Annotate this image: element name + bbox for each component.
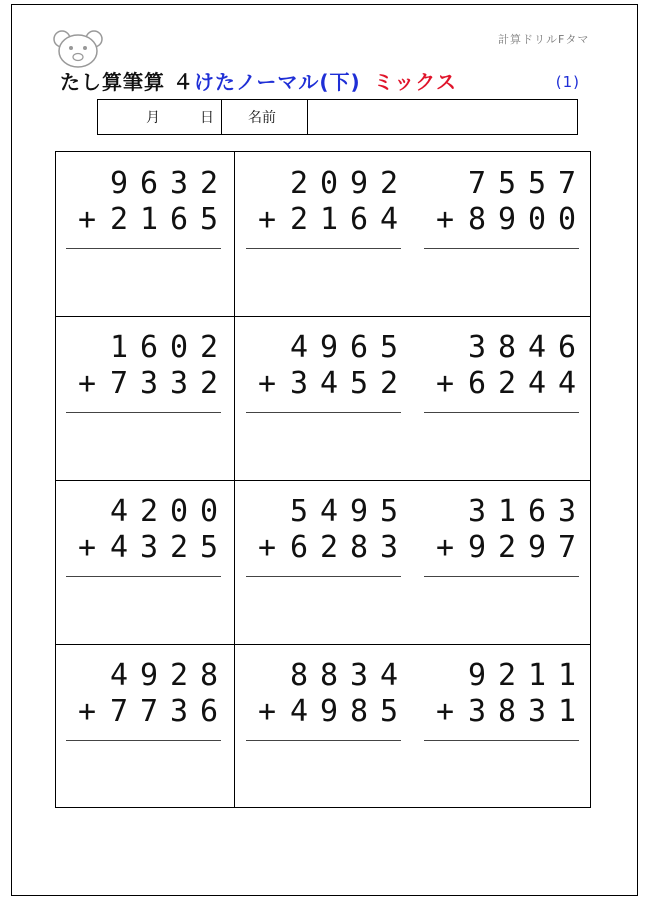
addend-top [246,166,401,202]
digit: 2 [169,530,189,565]
plus-sign: + [435,694,455,729]
digit: 6 [169,202,189,237]
digit: 1 [139,202,159,237]
digit: 2 [379,366,399,401]
digit: 4 [109,530,129,565]
plus-sign: + [257,366,277,401]
digit: 7 [557,530,577,565]
problem-1 [66,166,221,266]
answer-line [246,412,401,413]
digit: 3 [467,494,487,529]
addend-top [424,166,579,202]
answer-line [424,576,579,577]
digit: 3 [557,494,577,529]
problem-10 [66,658,221,758]
digit: 5 [379,330,399,365]
problem-5 [246,330,401,430]
digit: 4 [319,366,339,401]
digit: 4 [289,330,309,365]
digit: 0 [557,202,577,237]
digit: 9 [349,166,369,201]
name-field[interactable] [309,100,577,134]
digit: 5 [379,694,399,729]
digit: 5 [199,202,219,237]
digit: 4 [379,202,399,237]
addend-bottom [246,366,401,402]
digit: 9 [349,494,369,529]
month-label: 月 [146,110,160,126]
digit: 9 [527,530,547,565]
digit: 8 [319,658,339,693]
digit: 2 [319,530,339,565]
digit: 2 [139,494,159,529]
answer-line [66,740,221,741]
digit: 3 [139,530,159,565]
digit: 3 [349,658,369,693]
digit: 9 [467,658,487,693]
addend-bottom [246,694,401,730]
plus-sign: + [257,202,277,237]
box-divider [221,100,222,134]
plus-sign: + [257,530,277,565]
plus-sign: + [77,366,97,401]
addend-bottom [66,530,221,566]
addend-bottom [424,366,579,402]
addend-top [424,658,579,694]
grid-divider [56,644,590,645]
plus-sign: + [257,694,277,729]
digit: 9 [467,530,487,565]
digit: 2 [497,658,517,693]
digit: 2 [199,166,219,201]
addend-bottom [424,202,579,238]
addend-bottom [424,530,579,566]
digit: 8 [199,658,219,693]
digit: 7 [139,694,159,729]
problem-7 [66,494,221,594]
digit: 0 [527,202,547,237]
addend-bottom [424,694,579,730]
digit: 8 [289,658,309,693]
digit: 0 [319,166,339,201]
name-label: 名前 [248,110,276,126]
digit: 6 [199,694,219,729]
digit: 2 [199,330,219,365]
digit: 4 [319,494,339,529]
digit: 5 [199,530,219,565]
digit: 4 [289,694,309,729]
digit: 5 [527,166,547,201]
plus-sign: + [77,202,97,237]
digit: 4 [109,494,129,529]
digit: 4 [557,366,577,401]
answer-area[interactable] [66,580,221,630]
digit: 1 [109,330,129,365]
plus-sign: + [77,694,97,729]
digit: 2 [289,166,309,201]
answer-line [246,740,401,741]
digit: 0 [169,330,189,365]
addend-top [66,658,221,694]
answer-area[interactable] [246,580,401,630]
digit: 2 [379,166,399,201]
digit: 3 [169,694,189,729]
digit: 8 [497,694,517,729]
digit: 4 [527,366,547,401]
title-part-type: ミックス [373,70,458,94]
digit: 3 [169,366,189,401]
digit: 3 [379,530,399,565]
digit: 8 [497,330,517,365]
digit: 2 [169,658,189,693]
digit: 6 [467,366,487,401]
digit: 2 [289,202,309,237]
addend-bottom [246,202,401,238]
title-part-main: たし算筆算 ４ [60,70,194,94]
digit: 7 [109,694,129,729]
digit: 8 [467,202,487,237]
addend-bottom [66,366,221,402]
sheet-number: (1) [555,73,580,91]
answer-line [424,740,579,741]
name-date-box [97,99,578,135]
problem-8 [246,494,401,594]
addend-top [246,658,401,694]
grid-divider [56,316,590,317]
answer-line [424,412,579,413]
addend-top [424,330,579,366]
digit: 9 [319,694,339,729]
answer-area[interactable] [424,744,579,794]
digit: 5 [497,166,517,201]
answer-area[interactable] [66,744,221,794]
digit: 3 [169,166,189,201]
digit: 6 [557,330,577,365]
plus-sign: + [435,366,455,401]
answer-line [246,248,401,249]
problem-6 [424,330,579,430]
digit: 1 [557,694,577,729]
digit: 3 [139,366,159,401]
digit: 4 [527,330,547,365]
digit: 6 [349,202,369,237]
addend-top [246,330,401,366]
digit: 5 [349,366,369,401]
digit: 1 [527,658,547,693]
title-part-level: けたノーマル(下) [193,70,361,94]
addend-bottom [66,694,221,730]
answer-area[interactable] [246,744,401,794]
digit: 1 [557,658,577,693]
answer-line [66,248,221,249]
digit: 4 [379,658,399,693]
digit: 6 [289,530,309,565]
digit: 2 [497,530,517,565]
answer-line [66,412,221,413]
answer-line [66,576,221,577]
problem-3 [424,166,579,266]
digit: 3 [527,694,547,729]
answer-area[interactable] [246,252,401,302]
worksheet-title [60,68,580,96]
digit: 8 [349,530,369,565]
answer-line [424,248,579,249]
digit: 9 [139,658,159,693]
digit: 2 [109,202,129,237]
digit: 0 [169,494,189,529]
addend-top [246,494,401,530]
digit: 6 [349,330,369,365]
digit: 7 [109,366,129,401]
addend-top [66,166,221,202]
answer-area[interactable] [246,416,401,466]
addend-bottom [246,530,401,566]
answer-area[interactable] [424,252,579,302]
digit: 7 [467,166,487,201]
problem-2 [246,166,401,266]
plus-sign: + [435,530,455,565]
answer-area[interactable] [66,252,221,302]
addend-bottom [66,202,221,238]
plus-sign: + [77,530,97,565]
answer-area[interactable] [424,580,579,630]
plus-sign: + [435,202,455,237]
digit: 6 [139,166,159,201]
digit: 8 [349,694,369,729]
answer-line [246,576,401,577]
answer-area[interactable] [424,416,579,466]
problem-11 [246,658,401,758]
digit: 9 [109,166,129,201]
digit: 7 [557,166,577,201]
digit: 1 [497,494,517,529]
problem-4 [66,330,221,430]
digit: 2 [497,366,517,401]
problem-12 [424,658,579,758]
digit: 1 [319,202,339,237]
day-label: 日 [200,110,214,126]
addend-top [424,494,579,530]
digit: 3 [289,366,309,401]
digit: 6 [527,494,547,529]
box-divider [307,100,308,134]
answer-area[interactable] [66,416,221,466]
digit: 5 [289,494,309,529]
problem-9 [424,494,579,594]
addend-top [66,330,221,366]
bear-face-icon [53,29,103,69]
digit: 2 [199,366,219,401]
addend-top [66,494,221,530]
source-label: 計算ドリルFタマ [498,33,590,46]
digit: 4 [109,658,129,693]
digit: 9 [319,330,339,365]
digit: 3 [467,694,487,729]
digit: 3 [467,330,487,365]
digit: 9 [497,202,517,237]
digit: 6 [139,330,159,365]
digit: 0 [199,494,219,529]
digit: 5 [379,494,399,529]
grid-divider [56,480,590,481]
